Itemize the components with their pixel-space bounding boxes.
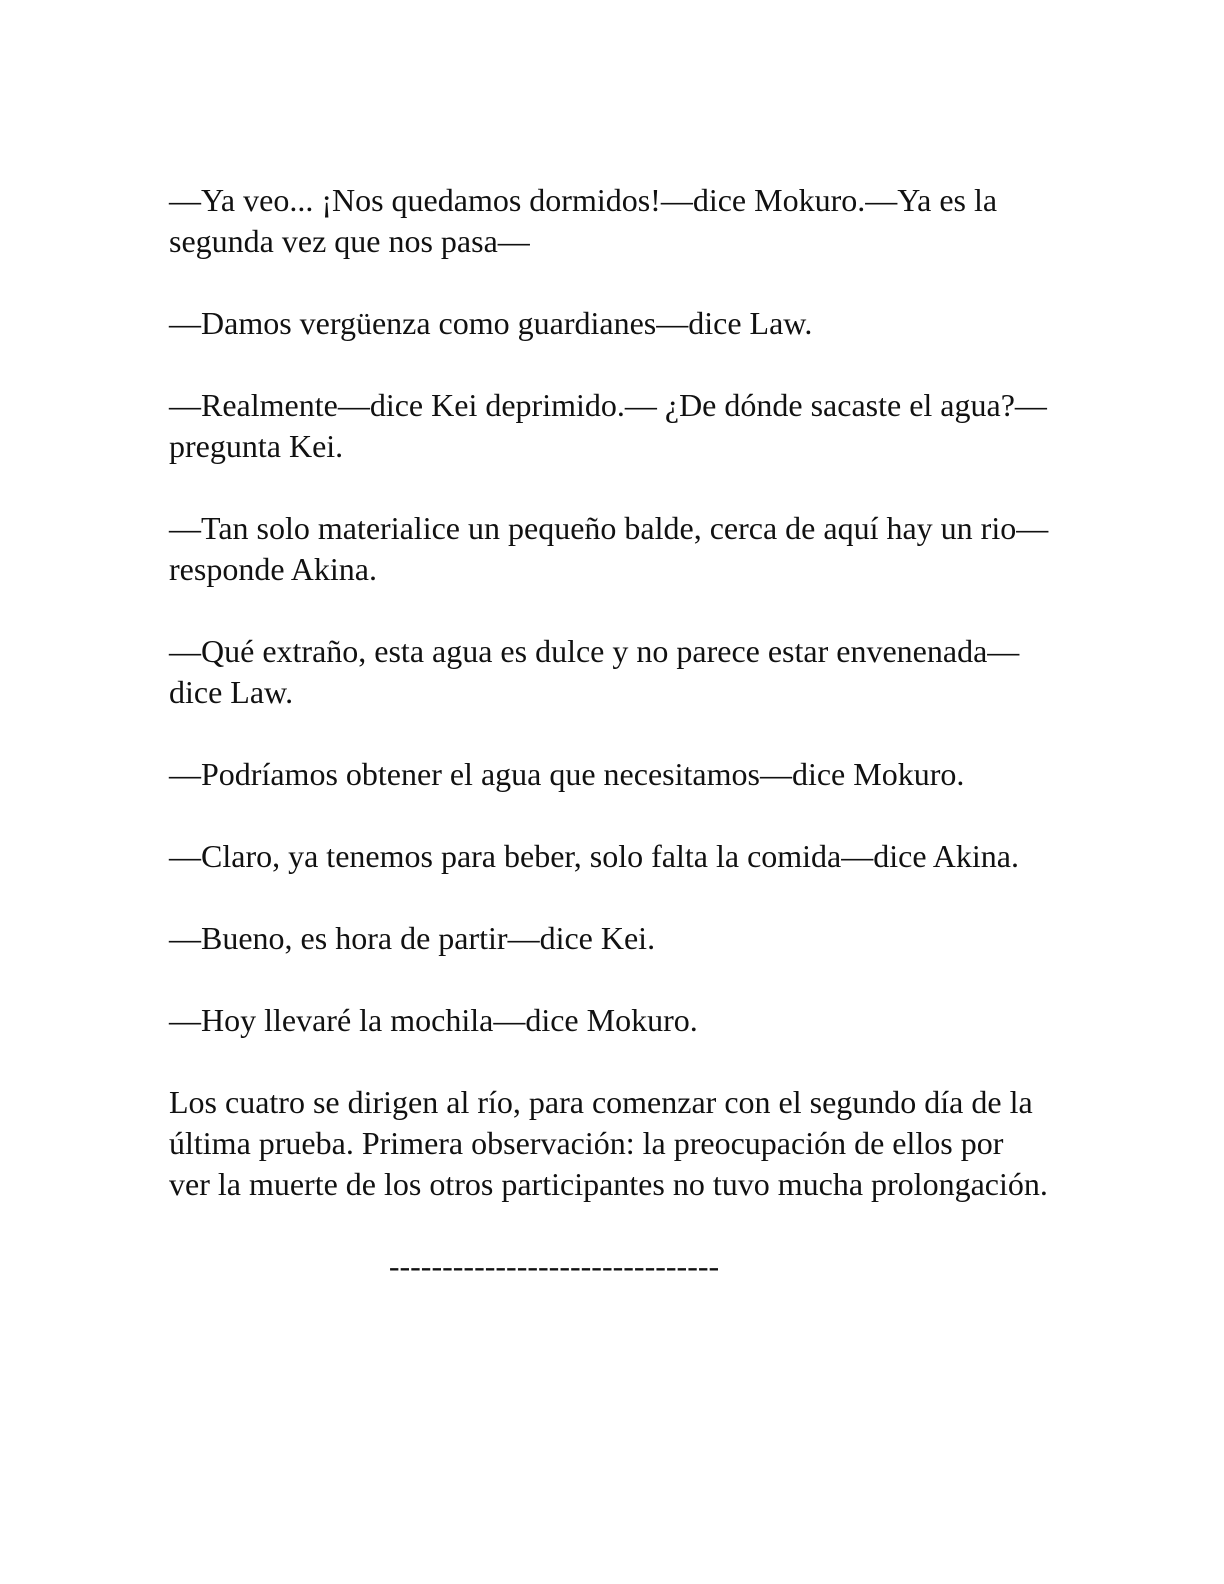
paragraph-2: —Damos vergüenza como guardianes—dice Law.: [169, 305, 813, 341]
paragraph-5: —Qué extraño, esta agua es dulce y no parece estar envenenada—dice Law.: [169, 633, 1020, 710]
paragraph-6: —Podríamos obtener el agua que necesitamos—dice Mokuro.: [169, 756, 965, 792]
paragraph-3: —Realmente—dice Kei deprimido.— ¿De dónde sacaste el agua?—pregunta Kei.: [169, 387, 1047, 464]
paragraph-4: —Tan solo materialice un pequeño balde, cerca de aquí hay un rio—responde Akina.: [169, 510, 1049, 587]
paragraph-1: —Ya veo... ¡Nos quedamos dormidos!—dice Mokuro.—Ya es la segunda vez que nos pasa—: [169, 182, 998, 259]
section-separator: -------------------------------: [388, 1248, 720, 1284]
document-body: [169, 180, 1049, 1287]
paragraph-9: —Hoy llevaré la mochila—dice Mokuro.: [169, 1002, 698, 1038]
paragraph-7: —Claro, ya tenemos para beber, solo falta la comida—dice Akina.: [169, 838, 1019, 874]
paragraph-10: Los cuatro se dirigen al río, para comenzar con el segundo día de la última prueba. Primera observación: la preocupación de ellos por ver la muerte de los otros participantes no tuvo mucha prolongación.: [169, 1084, 1048, 1202]
paragraph-8: —Bueno, es hora de partir—dice Kei.: [169, 920, 656, 956]
